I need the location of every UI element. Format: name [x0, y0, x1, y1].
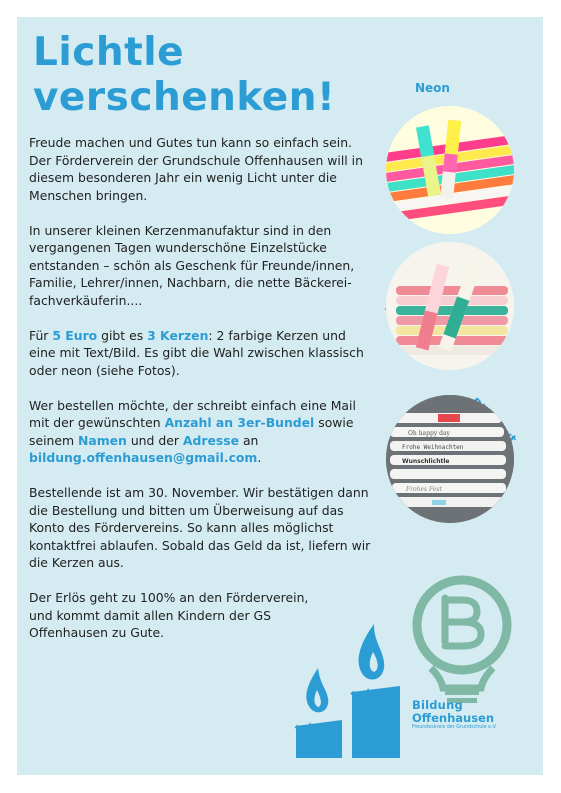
order-text-d: an — [239, 432, 259, 448]
title-line-2: verschenken! — [33, 75, 336, 120]
email-link[interactable]: bildung.offenhausen@gmail.com — [29, 450, 258, 465]
bild-label-2: Frohe Weihnachten — [402, 444, 464, 451]
paragraph-intro: Freude machen und Gutes tun kann so einfach sein. Der Förderverein der Grundschule Offenhausen will in diesem besonderen Jahr ein wenig Licht unter die Menschen bringen. — [29, 135, 363, 203]
neon-candles-photo — [386, 106, 514, 234]
paragraph-proceeds: Der Erlös geht zu 100% an den Förderverein, und kommt damit allen Kindern der GS Offenhausen zu Gute. — [29, 590, 309, 640]
neon-caption: Neon — [415, 81, 450, 95]
bild-label-1: Oh happy day — [408, 430, 450, 437]
bildung-offenhausen-logo — [401, 570, 523, 765]
paragraph-order — [29, 397, 374, 467]
price-text-c: : 2 farbige Kerzen und eine mit Text/Bild. Es gibt die Wahl zwischen klassisch oder neon (siehe Fotos). — [29, 327, 364, 378]
bild-label-4: Frohes Fest — [406, 486, 442, 493]
body-text — [29, 134, 374, 659]
order-text-b: sowie seinem — [29, 415, 354, 448]
logo-line-2: Offenhausen — [412, 711, 495, 725]
candle-illustration — [276, 606, 416, 758]
count-highlight: 3 Kerzen — [147, 327, 209, 343]
title-line-1: Lichtle — [33, 30, 185, 75]
order-text-c: und der — [126, 432, 183, 448]
price-highlight: 5 Euro — [52, 327, 98, 343]
order-text-e: . — [257, 450, 262, 465]
klassisch-candles-photo — [386, 242, 514, 370]
paragraph-deadline: Bestellende ist am 30. November. Wir bestätigen dann die Bestellung und bitten um Überweisung auf das Konto des Fördervereins. So kann alles möglichst kontaktfrei ablaufen. Sobald das Geld da ist, liefern wir die Kerzen aus. — [29, 485, 371, 570]
bild-label-3: Wunschlichtle — [402, 458, 450, 465]
price-text-a: Für — [29, 327, 53, 343]
paragraph-manufaktur: In unserer kleinen Kerzenmanufaktur sind in den vergangenen Tagen wunderschöne Einzelstücke entstanden – schön als Geschenk für Freunde/innen, Familie, Lehrer/innen, Nachbarn, die nette Bäckerei-fachverkäuferin.... — [29, 222, 355, 308]
price-text-b: gibt es — [97, 327, 148, 343]
paragraph-price — [29, 327, 374, 380]
page-title — [33, 30, 335, 120]
bild-text-candles-photo — [386, 395, 514, 523]
names-highlight: Namen — [78, 432, 127, 448]
logo-line-1: Bildung — [412, 698, 463, 712]
logo-line-3: Freundeskreis der Grundschule e.V. — [412, 725, 497, 730]
bundle-highlight: Anzahl an 3er-Bundel — [164, 415, 315, 430]
address-highlight: Adresse — [182, 432, 240, 448]
order-text-a: Wer bestellen möchte, der schreibt einfach eine Mail mit der gewünschten — [29, 397, 356, 430]
